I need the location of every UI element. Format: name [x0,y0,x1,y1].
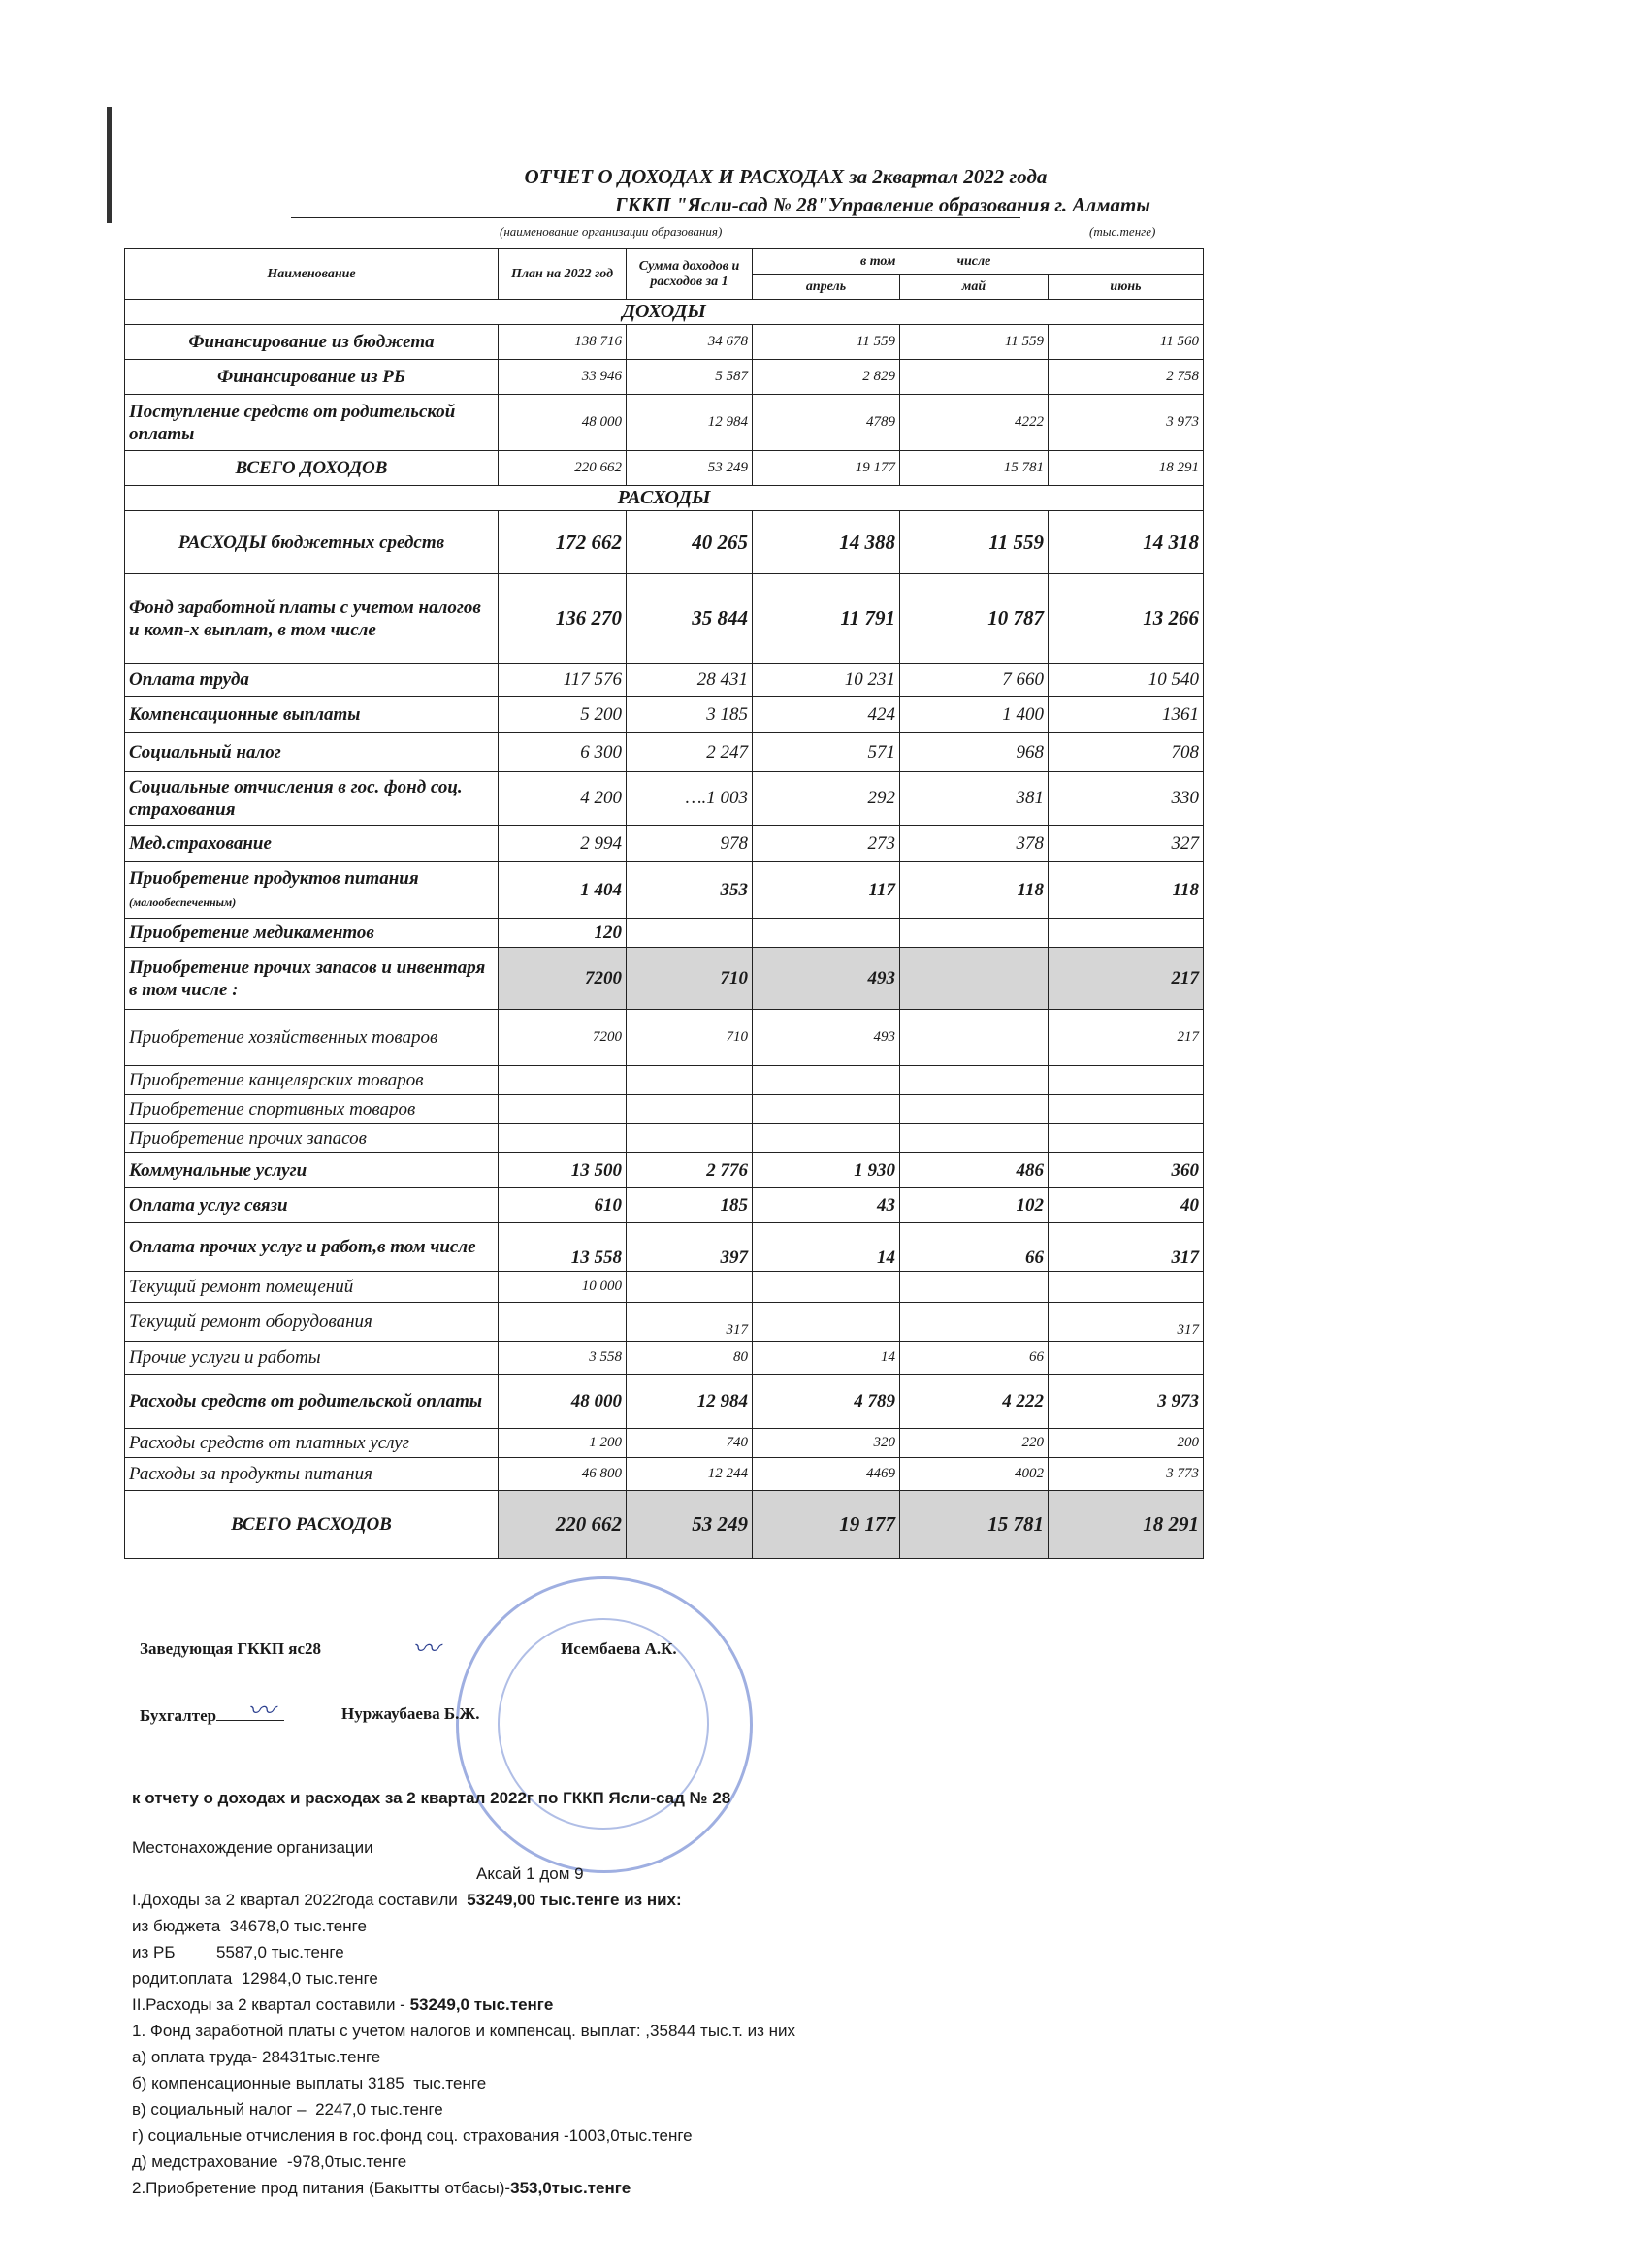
cell-may [900,1272,1049,1303]
cell-jun: 3 973 [1049,395,1204,451]
food-line: 2.Приобретение прод питания (Бакытты отбасы)-353,0тыс.тенге [132,2179,631,2197]
cell-jun [1049,1095,1204,1124]
cell-plan: 220 662 [499,1491,627,1559]
row-name: Текущий ремонт помещений [125,1272,499,1303]
cell-may [900,1066,1049,1095]
cell-plan: 13 500 [499,1153,627,1188]
cell-apr: 424 [753,697,900,733]
cell-plan [499,1124,627,1153]
cell-sum: 353 [627,862,753,919]
table-row [125,772,1204,826]
cell-sum: 34 678 [627,325,753,360]
cell-plan: 48 000 [499,1375,627,1429]
cell-may: 15 781 [900,1491,1049,1559]
head-signature-name: Исембаева А.К. [561,1639,677,1658]
cell-jun: 40 [1049,1188,1204,1223]
cell-sum: 5 587 [627,360,753,395]
income-section-title: ДОХОДЫ [125,300,1204,325]
cell-may: 102 [900,1188,1049,1223]
cell-plan [499,1095,627,1124]
cell-may: 378 [900,826,1049,862]
cell-jun: 317 [1049,1223,1204,1272]
table-row [125,574,1204,664]
row-name: Оплата услуг связи [125,1188,499,1223]
cell-plan: 48 000 [499,395,627,451]
row-name: Приобретение продуктов питания (малообеспеченным) [125,862,499,919]
cell-may: 10 787 [900,574,1049,664]
table-row [125,1458,1204,1491]
income-section-row [125,300,1204,325]
cell-apr [753,1095,900,1124]
fund-v: в) социальный налог – 2247,0 тыс.тенге [132,2100,443,2119]
row-name: Мед.страхование [125,826,499,862]
cell-plan: 610 [499,1188,627,1223]
row-name: Приобретение прочих запасов [125,1124,499,1153]
header-in-which: в том [753,249,900,275]
cell-apr: 4789 [753,395,900,451]
cell-may: 11 559 [900,511,1049,574]
income-expense-table [124,248,1204,1559]
table-row [125,664,1204,697]
cell-apr [753,1272,900,1303]
cell-plan: 220 662 [499,451,627,486]
cell-apr: 117 [753,862,900,919]
cell-may [900,1095,1049,1124]
cell-may [900,1124,1049,1153]
cell-may [900,948,1049,1010]
cell-jun: 708 [1049,733,1204,772]
cell-jun: 2 758 [1049,360,1204,395]
cell-jun: 317 [1049,1303,1204,1342]
cell-may: 118 [900,862,1049,919]
cell-plan: 7200 [499,1010,627,1066]
table-row [125,360,1204,395]
table-row [125,1188,1204,1223]
table-row [125,325,1204,360]
cell-may: 7 660 [900,664,1049,697]
cell-sum: 317 [627,1303,753,1342]
table-row [125,948,1204,1010]
cell-sum [627,1066,753,1095]
cell-plan: 1 404 [499,862,627,919]
org-caption: (наименование организации образования) [500,224,723,239]
row-name: Расходы средств от родительской оплаты [125,1375,499,1429]
cell-jun [1049,1272,1204,1303]
accountant-label: Бухгалтер [140,1706,217,1725]
cell-jun: 1361 [1049,697,1204,733]
cell-jun: 13 266 [1049,574,1204,664]
cell-jun: 217 [1049,948,1204,1010]
cell-sum: 12 984 [627,395,753,451]
table-row [125,919,1204,948]
table-row [125,1375,1204,1429]
income-budget: из бюджета 34678,0 тыс.тенге [132,1917,367,1935]
cell-sum: 397 [627,1223,753,1272]
head-signature-label: Заведующая ГККП яс28 [140,1639,322,1658]
header-row [125,249,1204,275]
table-row [125,395,1204,451]
income-parent: родит.оплата 12984,0 тыс.тенге [132,1969,378,1988]
cell-jun [1049,1342,1204,1375]
header-june: июнь [1049,275,1204,300]
cell-apr: 11 791 [753,574,900,664]
unit-caption: (тыс.тенге) [1089,224,1156,239]
cell-jun: 360 [1049,1153,1204,1188]
row-name: Приобретение медикаментов [125,919,499,948]
cell-sum: 3 185 [627,697,753,733]
header-may: май [900,275,1049,300]
header-plan: План на 2022 год [499,249,627,300]
cell-may: 4002 [900,1458,1049,1491]
report-title: ОТЧЕТ О ДОХОДАХ И РАСХОДАХ за 2квартал 2022 года [524,165,1048,188]
expense-summary: II.Расходы за 2 квартал составили - 53249,0 тыс.тенге [132,1995,554,2014]
cell-plan: 4 200 [499,772,627,826]
header-sum: Сумма доходов и расходов за 1 [627,249,753,300]
cell-may: 66 [900,1342,1049,1375]
cell-apr: 571 [753,733,900,772]
cell-apr [753,1124,900,1153]
cell-plan: 6 300 [499,733,627,772]
header-in-which-2: числе [900,249,1049,275]
cell-sum: 53 249 [627,1491,753,1559]
row-name-note: (малообеспеченным) [129,894,237,909]
cell-apr: 14 [753,1342,900,1375]
cell-plan: 46 800 [499,1458,627,1491]
table-row [125,862,1204,919]
cell-sum [627,919,753,948]
cell-plan: 172 662 [499,511,627,574]
cell-sum: 53 249 [627,451,753,486]
cell-plan: 7200 [499,948,627,1010]
table-row [125,1272,1204,1303]
cell-may: 66 [900,1223,1049,1272]
cell-may [900,1303,1049,1342]
cell-plan: 3 558 [499,1342,627,1375]
accountant-name: Нуржаубаева Б.Ж. [341,1704,480,1723]
cell-jun: 18 291 [1049,1491,1204,1559]
cell-apr: 273 [753,826,900,862]
cell-apr: 19 177 [753,1491,900,1559]
cell-may: 381 [900,772,1049,826]
cell-apr: 10 231 [753,664,900,697]
cell-plan: 33 946 [499,360,627,395]
row-name: Социальный налог [125,733,499,772]
cell-may: 4 222 [900,1375,1049,1429]
fund-a: а) оплата труда- 28431тыс.тенге [132,2048,381,2066]
cell-may: 1 400 [900,697,1049,733]
row-name: Оплата труда [125,664,499,697]
cell-sum: 740 [627,1429,753,1458]
cell-apr [753,919,900,948]
cell-may [900,919,1049,948]
row-name: Финансирование из бюджета [125,325,499,360]
cell-jun [1049,919,1204,948]
fund-b: б) компенсационные выплаты 3185 тыс.тенге [132,2074,487,2092]
row-name: Фонд заработной платы с учетом налогов и комп-х выплат, в том числе [125,574,499,664]
income-rb: из РБ 5587,0 тыс.тенге [132,1943,344,1961]
table-row [125,1342,1204,1375]
cell-sum [627,1272,753,1303]
cell-sum: 185 [627,1188,753,1223]
cell-jun: 14 318 [1049,511,1204,574]
cell-sum: 710 [627,948,753,1010]
table-row [125,1223,1204,1272]
fund-g: г) социальные отчисления в гос.фонд соц. страхования -1003,0тыс.тенге [132,2126,693,2145]
table-row [125,511,1204,574]
cell-may: 220 [900,1429,1049,1458]
cell-sum: 40 265 [627,511,753,574]
cell-plan: 13 558 [499,1223,627,1272]
fund-line: 1. Фонд заработной платы с учетом налогов и компенсац. выплат: ,35844 тыс.т. из них [132,2022,796,2040]
cell-apr: 493 [753,948,900,1010]
cell-plan [499,1303,627,1342]
cell-apr: 14 [753,1223,900,1272]
row-name: Расходы за продукты питания [125,1458,499,1491]
cell-sum: 978 [627,826,753,862]
table-row [125,1066,1204,1095]
explanatory-notes [132,1785,795,2201]
cell-jun: 200 [1049,1429,1204,1458]
cell-apr: 320 [753,1429,900,1458]
cell-jun: 3 973 [1049,1375,1204,1429]
cell-plan: 5 200 [499,697,627,733]
cell-jun: 327 [1049,826,1204,862]
cell-apr: 19 177 [753,451,900,486]
cell-apr: 292 [753,772,900,826]
cell-jun: 3 773 [1049,1458,1204,1491]
cell-apr: 1 930 [753,1153,900,1188]
table-row [125,1010,1204,1066]
row-name: ВСЕГО РАСХОДОВ [125,1491,499,1559]
notes-title: к отчету о доходах и расходах за 2 квартал 2022г по ГККП Ясли-сад № 28 [132,1789,731,1807]
cell-apr: 14 388 [753,511,900,574]
cell-plan: 120 [499,919,627,948]
table-row [125,451,1204,486]
income-summary: I.Доходы за 2 квартал 2022года составили 53249,00 тыс.тенге из них: [132,1891,682,1909]
cell-apr: 11 559 [753,325,900,360]
table-row [125,1153,1204,1188]
cell-sum: 2 776 [627,1153,753,1188]
table-row [125,733,1204,772]
cell-sum: 28 431 [627,664,753,697]
cell-sum: 710 [627,1010,753,1066]
row-name: Коммунальные услуги [125,1153,499,1188]
row-name: Поступление средств от родительской оплаты [125,395,499,451]
cell-plan: 138 716 [499,325,627,360]
table-row [125,826,1204,862]
cell-jun: 118 [1049,862,1204,919]
address: Аксай 1 дом 9 [476,1864,584,1883]
expense-section-title: РАСХОДЫ [125,486,1204,511]
table-row [125,1124,1204,1153]
head-signature: 〰 [412,1633,440,1665]
cell-jun: 330 [1049,772,1204,826]
cell-may: 15 781 [900,451,1049,486]
table-row [125,1491,1204,1559]
row-name: Приобретение прочих запасов и инвентаря в том числе : [125,948,499,1010]
row-name: Финансирование из РБ [125,360,499,395]
cell-sum: 2 247 [627,733,753,772]
cell-sum: 12 984 [627,1375,753,1429]
cell-sum: ….1 003 [627,772,753,826]
cell-may: 4222 [900,395,1049,451]
expense-section-row [125,486,1204,511]
cell-apr: 4469 [753,1458,900,1491]
cell-sum: 80 [627,1342,753,1375]
cell-apr [753,1066,900,1095]
row-name: Расходы средств от платных услуг [125,1429,499,1458]
cell-jun [1049,1124,1204,1153]
cell-apr: 493 [753,1010,900,1066]
table-row [125,1095,1204,1124]
cell-sum [627,1095,753,1124]
cell-sum: 12 244 [627,1458,753,1491]
header-april: апрель [753,275,900,300]
row-name: Текущий ремонт оборудования [125,1303,499,1342]
location-label: Местонахождение организации [132,1838,373,1857]
table-row [125,697,1204,733]
cell-jun: 10 540 [1049,664,1204,697]
expense-rows [125,511,1204,1559]
title-underline [291,217,1020,218]
cell-may [900,1010,1049,1066]
fund-d: д) медстрахование -978,0тыс.тенге [132,2153,407,2171]
cell-may: 11 559 [900,325,1049,360]
table-row [125,1303,1204,1342]
cell-plan: 2 994 [499,826,627,862]
cell-sum: 35 844 [627,574,753,664]
cell-sum [627,1124,753,1153]
cell-jun: 11 560 [1049,325,1204,360]
row-name: Оплата прочих услуг и работ,в том числе [125,1223,499,1272]
row-name: Приобретение хозяйственных товаров [125,1010,499,1066]
row-name: Прочие услуги и работы [125,1342,499,1375]
income-rows [125,325,1204,486]
cell-plan [499,1066,627,1095]
cell-plan: 117 576 [499,664,627,697]
organization-title: ГККП "Ясли-сад № 28"Управление образования г. Алматы [615,193,1150,216]
row-name: РАСХОДЫ бюджетных средств [125,511,499,574]
cell-plan: 136 270 [499,574,627,664]
cell-apr: 2 829 [753,360,900,395]
cell-apr [753,1303,900,1342]
row-name: Приобретение спортивных товаров [125,1095,499,1124]
cell-jun: 18 291 [1049,451,1204,486]
table-row [125,1429,1204,1458]
cell-jun: 217 [1049,1010,1204,1066]
cell-plan: 10 000 [499,1272,627,1303]
cell-plan: 1 200 [499,1429,627,1458]
header-name: Наименование [125,249,499,300]
row-name: Компенсационные выплаты [125,697,499,733]
row-name: ВСЕГО ДОХОДОВ [125,451,499,486]
row-name: Социальные отчисления в гос. фонд соц. страхования [125,772,499,826]
cell-apr: 4 789 [753,1375,900,1429]
cell-may [900,360,1049,395]
row-name: Приобретение канцелярских товаров [125,1066,499,1095]
accountant-signature: 〰 [247,1695,275,1727]
cell-may: 486 [900,1153,1049,1188]
cell-jun [1049,1066,1204,1095]
cell-apr: 43 [753,1188,900,1223]
cell-may: 968 [900,733,1049,772]
